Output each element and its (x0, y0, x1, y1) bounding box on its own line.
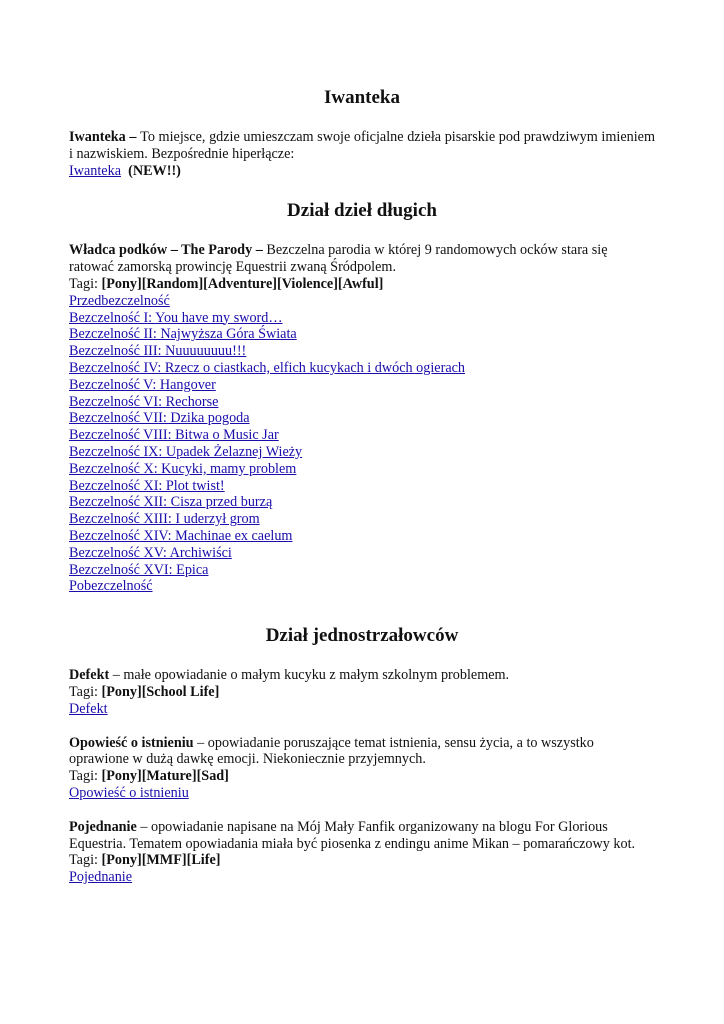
chapter-link-12[interactable]: Bezczelność XII: Cisza przed burzą (69, 494, 273, 511)
oneshot-entry (69, 735, 655, 802)
page-title: Iwanteka (323, 87, 400, 108)
oneshot-link-pojednanie[interactable]: Pojednanie (69, 869, 133, 886)
iwanteka-link[interactable]: Iwanteka (69, 162, 121, 179)
tags-values: [Pony][Mature][Sad] (101, 768, 229, 785)
chapter-link-6[interactable]: Bezczelność VI: Rechorse (69, 393, 219, 410)
chapter-link-8[interactable]: Bezczelność VIII: Bitwa o Music Jar (69, 427, 279, 444)
section-heading-long: Dział dzieł długich (287, 200, 437, 222)
chapter-link-14[interactable]: Bezczelność XIV: Machinae ex caelum (69, 527, 293, 544)
work-tags (69, 276, 655, 293)
chapter-link-3[interactable]: Bezczelność III: Nuuuuuuuu!!! (69, 343, 247, 360)
chapter-link-epilog[interactable]: Pobezczelność (69, 578, 153, 595)
work-description (69, 242, 655, 276)
oneshot-tags (69, 768, 655, 785)
oneshot-entry (69, 819, 655, 886)
work-description-text: Bezczelna parodia w której 9 randomowych ocków stara się ratować zamorską prowincję Equestrii zwaną Śródpolem. (69, 242, 608, 276)
oneshot-link-defekt[interactable]: Defekt (69, 700, 108, 717)
oneshot-description (69, 735, 655, 769)
chapter-link-10[interactable]: Bezczelność X: Kucyki, mamy problem (69, 460, 297, 477)
new-badge: (NEW!!) (128, 162, 181, 179)
chapter-link-15[interactable]: Bezczelność XV: Archiwiści (69, 544, 232, 561)
oneshot-tags (69, 852, 655, 869)
intro-paragraph (69, 129, 655, 163)
oneshot-dash: – (193, 734, 208, 751)
chapter-link-9[interactable]: Bezczelność IX: Upadek Żelaznej Wieży (69, 443, 303, 460)
oneshot-entry (69, 667, 655, 717)
oneshot-dash: – (136, 818, 151, 835)
intro-link-line (69, 163, 655, 180)
oneshot-description-text: małe opowiadanie o małym kucyku z małym szkolnym problemem. (123, 667, 510, 684)
chapter-link-5[interactable]: Bezczelność V: Hangover (69, 376, 216, 393)
chapter-link-prolog[interactable]: Przedbezczelność (69, 292, 170, 309)
intro-text: To miejsce, gdzie umieszczam swoje oficjalne dzieła pisarskie pod prawdziwym imieniem i nazwiskiem. Bezpośrednie hiperłącze: (69, 129, 655, 162)
tags-values: [Pony][MMF][Life] (101, 852, 221, 869)
intro-dash: – (125, 129, 141, 145)
oneshot-description (69, 667, 655, 684)
tags-values: [Pony][Random][Adventure][Violence][Awful] (101, 275, 384, 292)
tags-values: [Pony][School Life] (101, 683, 220, 700)
work-title: Władca podków – The Parody (69, 242, 253, 259)
oneshot-tags (69, 684, 655, 701)
oneshot-description-text: opowiadanie napisane na Mój Mały Fanfik organizowany na blogu For Glorious Equestria. Tematem opowiadania miała być piosenka z endingu anime Mikan – pomarańczowy kot. (69, 818, 636, 852)
chapter-link-16[interactable]: Bezczelność XVI: Epica (69, 561, 209, 578)
chapter-link-11[interactable]: Bezczelność XI: Plot twist! (69, 477, 225, 494)
oneshot-title: Defekt (69, 667, 110, 684)
tags-label: Tagi: (69, 683, 102, 700)
oneshot-link-opowiesc[interactable]: Opowieść o istnieniu (69, 784, 189, 801)
intro-name: Iwanteka (69, 129, 126, 145)
work-dash: – (252, 242, 267, 259)
chapter-link-4[interactable]: Bezczelność IV: Rzecz o ciastkach, elfich kucykach i dwóch ogierach (69, 359, 466, 376)
section-heading-short: Dział jednostrzałowców (265, 625, 459, 647)
chapter-links (69, 293, 655, 595)
document-page (69, 0, 655, 886)
chapter-link-7[interactable]: Bezczelność VII: Dzika pogoda (69, 410, 250, 427)
tags-label: Tagi: (69, 852, 102, 869)
chapter-link-13[interactable]: Bezczelność XIII: I uderzył grom (69, 511, 260, 528)
oneshot-description (69, 819, 655, 853)
chapter-link-1[interactable]: Bezczelność I: You have my sword… (69, 309, 283, 326)
tags-label: Tagi: (69, 275, 102, 292)
tags-label: Tagi: (69, 768, 102, 785)
chapter-link-2[interactable]: Bezczelność II: Najwyższa Góra Świata (69, 326, 297, 343)
oneshot-dash: – (109, 667, 124, 684)
oneshot-title: Opowieść o istnieniu (69, 734, 194, 751)
oneshot-title: Pojednanie (69, 818, 137, 835)
oneshot-description-text: opowiadanie poruszające temat istnienia, sensu życia, a to wszystko oprawione w dużą dawkę emocji. Niekoniecznie przyjemnych. (69, 734, 594, 768)
